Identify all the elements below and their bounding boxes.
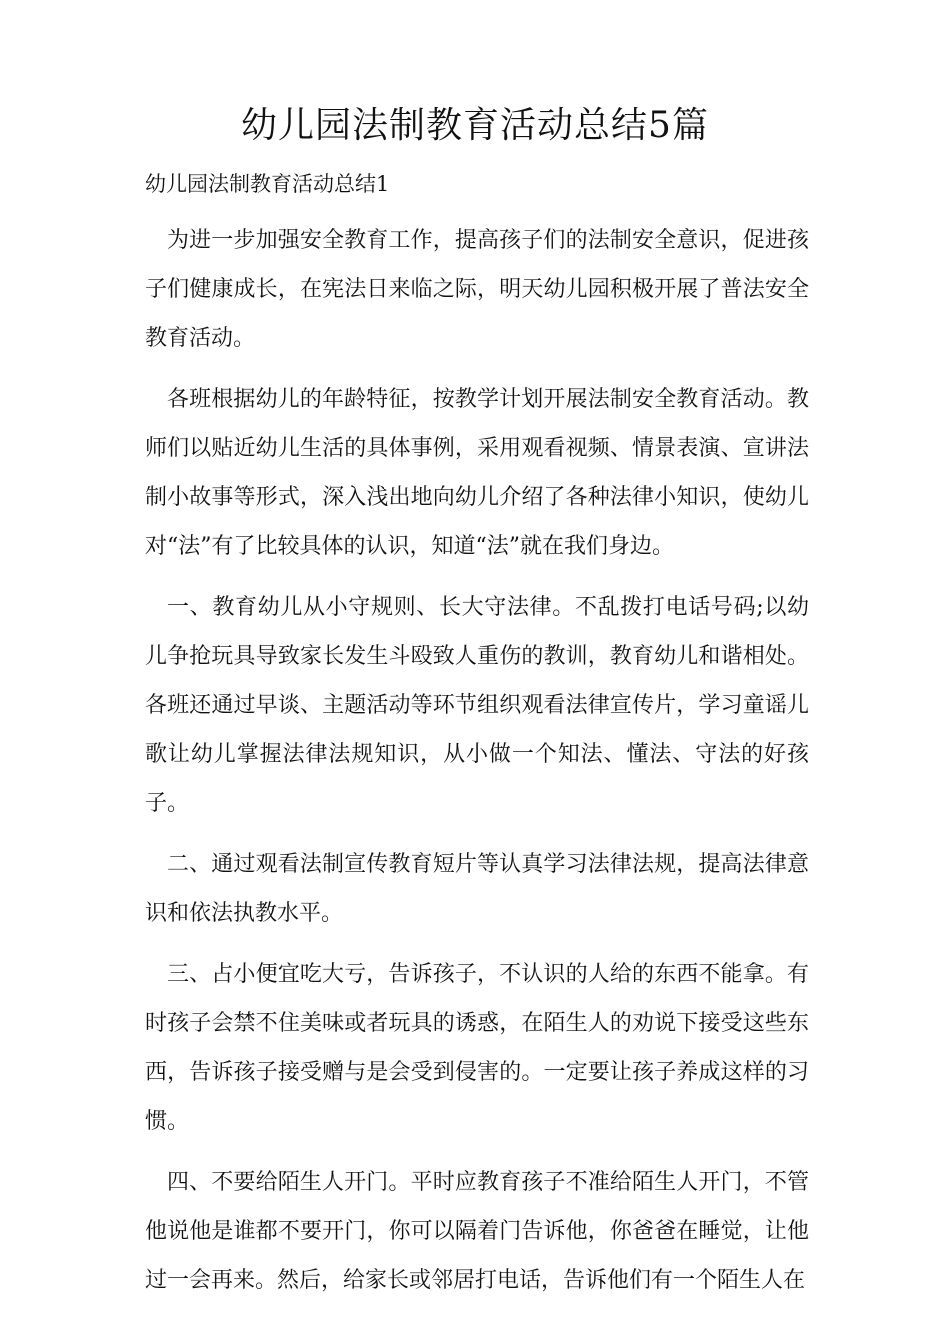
paragraph-6: 四、不要给陌生人开门。平时应教育孩子不准给陌生人开门，不管他说他是谁都不要开门，你可以隔着门告诉他，你爸爸在睡觉，让他过一会再来。然后，给家长或邻居打电话，告诉他们有一个陌生人在 xyxy=(145,1170,809,1293)
paragraph-1: 为进一步加强安全教育工作，提高孩子们的法制安全意识，促进孩子们健康成长，在宪法日来临之际，明天幼儿园积极开展了普法安全教育活动。 xyxy=(145,228,809,351)
paragraph-4: 二、通过观看法制宣传教育短片等认真学习法律法规，提高法律意识和依法执教水平。 xyxy=(145,852,809,926)
document-title: 幼儿园法制教育活动总结5篇 xyxy=(241,105,709,146)
paragraph-3: 一、教育幼儿从小守规则、长大守法律。不乱拨打电话号码;以幼儿争抢玩具导致家长发生斗殴致人重伤的教训，教育幼儿和谐相处。各班还通过早谈、主题活动等环节组织观看法律宣传片，学习童谣儿歌让幼儿掌握法律法规知识，从小做一个知法、懂法、守法的好孩子。 xyxy=(145,595,809,816)
paragraph-5: 三、占小便宜吃大亏，告诉孩子，不认识的人给的东西不能拿。有时孩子会禁不住美味或者玩具的诱惑，在陌生人的劝说下接受这些东西，告诉孩子接受赠与是会受到侵害的。一定要让孩子养成这样的习惯。 xyxy=(145,962,809,1134)
document-body xyxy=(145,216,809,1317)
section-heading: 幼儿园法制教育活动总结1 xyxy=(145,172,390,196)
paragraph-2: 各班根据幼儿的年龄特征，按教学计划开展法制安全教育活动。教师们以贴近幼儿生活的具体事例，采用观看视频、情景表演、宣讲法制小故事等形式，深入浅出地向幼儿介绍了各种法律小知识，使幼儿对“法”有了比较具体的认识，知道“法”就在我们身边。 xyxy=(145,387,809,559)
